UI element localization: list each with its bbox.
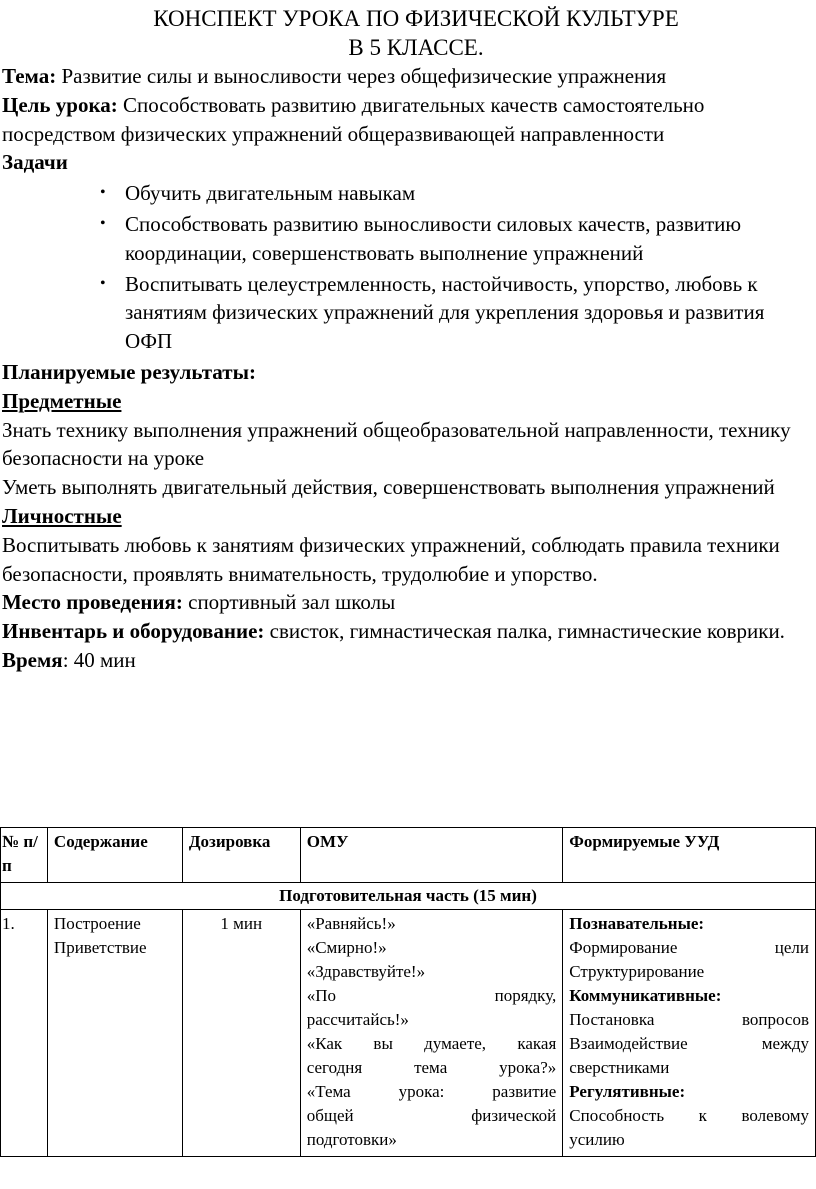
header-num: № п/п [1,828,48,883]
omu-line: рассчитайсь!» [306,1010,409,1029]
omu-line: общей физической [306,1106,557,1125]
omu-line: «Здравствуйте!» [306,962,426,981]
cell-uud [563,910,816,1157]
time [2,646,814,675]
cell-content [47,910,182,1157]
place-value: спортивный зал школы [182,590,396,615]
uud-line: Способность к волевому [569,1106,809,1125]
header-content: Содержание [47,828,182,883]
list-item: • Способствовать развитию выносливости силовых качеств, развитию координации, совершенствовать выполнение упражнений [125,210,814,268]
uud-category: Познавательные: [569,914,705,933]
page-title [18,4,814,62]
equipment-label: Инвентарь и оборудование: [2,619,265,644]
uud-line: Формирование цели [569,938,809,957]
content-line: Приветствие [53,938,147,957]
title-line: КОНСПЕКТ УРОКА ПО ФИЗИЧЕСКОЙ КУЛЬТУРЕ [153,6,679,31]
cell-omu [300,910,563,1157]
uud-line: усилию [569,1130,625,1149]
section-row [1,883,816,910]
topic-value: Развитие силы и выносливости через общефизические упражнения [56,64,667,88]
uud-line: сверстниками [569,1058,670,1077]
subject-result: Знать технику выполнения упражнений общеобразовательной направленности, технику безопасности на уроке [2,417,791,471]
omu-line: сегодня тема урока?» [306,1058,557,1077]
omu-line: «Равняйсь!» [306,914,396,933]
lesson-table [0,827,816,1157]
table-header-row [1,828,816,883]
header-uud: Формируемые УУД [563,828,816,883]
header-dose: Дозировка [182,828,300,883]
subject-results-heading: Предметные [2,388,122,413]
uud-category: Регулятивные: [569,1082,686,1101]
topic-label: Тема: [2,64,57,88]
equipment-value: свисток, гимнастическая палка, гимнастические коврики. [264,619,785,644]
goal-value: Способствовать развитию двигательных качеств самостоятельно посредством физических упражнений общеразвивающей направленности [2,92,705,146]
table-row [1,910,816,1157]
tasks-heading: Задачи [2,150,68,175]
title-line: В 5 КЛАССЕ. [348,35,484,60]
list-item: • Обучить двигательным навыкам [125,179,814,208]
topic [2,62,814,91]
uud-line: Структурирование [569,962,705,981]
cell-num: 1. [1,910,48,1157]
omu-line: «По порядку, [306,986,557,1005]
uud-line: Взаимодействие между [569,1034,809,1053]
omu-line: «Смирно!» [306,938,387,957]
time-value: : 40 мин [62,647,136,672]
lesson-plan [2,4,814,675]
personal-result: Воспитывать любовь к занятиям физических упражнений, соблюдать правила техники безопасности, проявлять внимательность, трудолюбие и упорство. [2,532,780,586]
place-label: Место проведения: [2,590,183,615]
list-item: • Воспитывать целеустремленность, настойчивость, упорство, любовь к занятиям физических упражнений для укрепления здоровья и развития ОФП [125,270,814,356]
uud-category: Коммуникативные: [569,986,722,1005]
equipment [2,617,814,646]
results-heading: Планируемые результаты: [2,359,256,384]
omu-line: «Как вы думаете, какая [306,1034,557,1053]
goal-label: Цель урока: [2,92,118,117]
time-label: Время [2,647,63,672]
content-line: Построение [53,914,141,933]
subject-result: Уметь выполнять двигательный действия, совершенствовать выполнения упражнений [2,475,775,500]
personal-results-heading: Личностные [2,503,122,528]
omu-line: подготовки» [306,1130,397,1149]
section-title: Подготовительная часть (15 мин) [1,883,816,910]
uud-line: Постановка вопросов [569,1010,809,1029]
tasks-list [2,179,814,356]
header-omu: ОМУ [300,828,563,883]
goal [2,91,814,149]
omu-line: «Тема урока: развитие [306,1082,557,1101]
cell-dose: 1 мин [182,910,300,1157]
place [2,588,814,617]
